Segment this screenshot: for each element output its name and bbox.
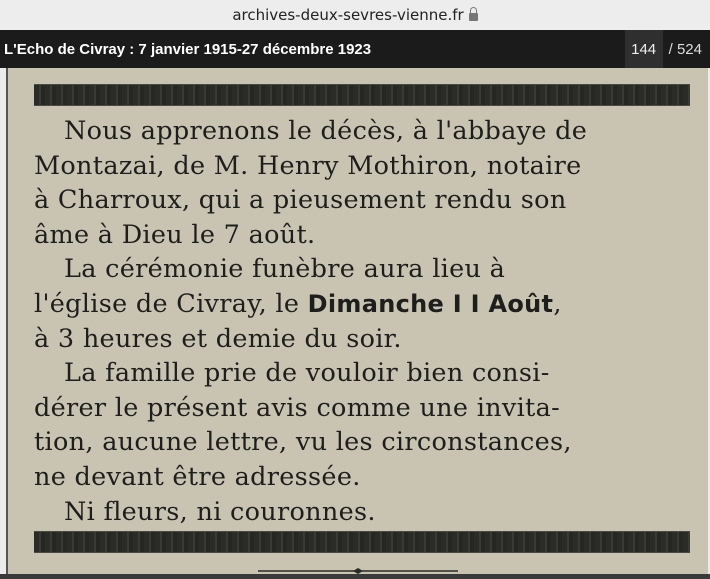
top-border-rule xyxy=(34,84,690,106)
article-line: Ni fleurs, ni couronnes. xyxy=(64,496,376,527)
document-title: L'Echo de Civray : 7 janvier 1915-27 décembre 1923 xyxy=(4,40,372,58)
bottom-border-rule xyxy=(34,531,690,553)
lock-icon xyxy=(469,13,478,21)
newspaper-scan xyxy=(6,68,708,574)
viewer-bottom-edge xyxy=(0,574,710,579)
article-line: La famille prie de vouloir bien consi- xyxy=(64,358,550,389)
article-line: La cérémonie funèbre aura lieu à xyxy=(64,254,506,285)
article-line: l'église de Civray, le Dimanche I I Août, xyxy=(34,288,562,319)
article-line: ne devant être adressée. xyxy=(34,461,361,492)
article-line: tion, aucune lettre, vu les circonstances, xyxy=(34,427,572,458)
url-text[interactable]: archives-deux-sevres-vienne.fr xyxy=(232,6,464,24)
date-highlight: Dimanche I I Août xyxy=(307,289,554,318)
article-line: à 3 heures et demie du soir. xyxy=(34,323,402,354)
page-total: / 524 xyxy=(668,40,702,58)
browser-address-bar[interactable] xyxy=(0,0,710,30)
article-line: Nous apprenons le décès, à l'abbaye de xyxy=(64,116,588,146)
article-line: dérer le présent avis comme une invita- xyxy=(34,392,560,423)
page-number-input[interactable]: 144 xyxy=(625,30,663,68)
viewer-toolbar xyxy=(0,30,710,68)
article-line: âme à Dieu le 7 août. xyxy=(34,219,316,250)
article-line: à Charroux, qui a pieusement rendu son xyxy=(34,185,567,216)
obituary-article xyxy=(34,114,694,529)
ornament-divider xyxy=(258,568,458,571)
article-line: Montazai, de M. Henry Mothiron, notaire xyxy=(34,150,582,181)
